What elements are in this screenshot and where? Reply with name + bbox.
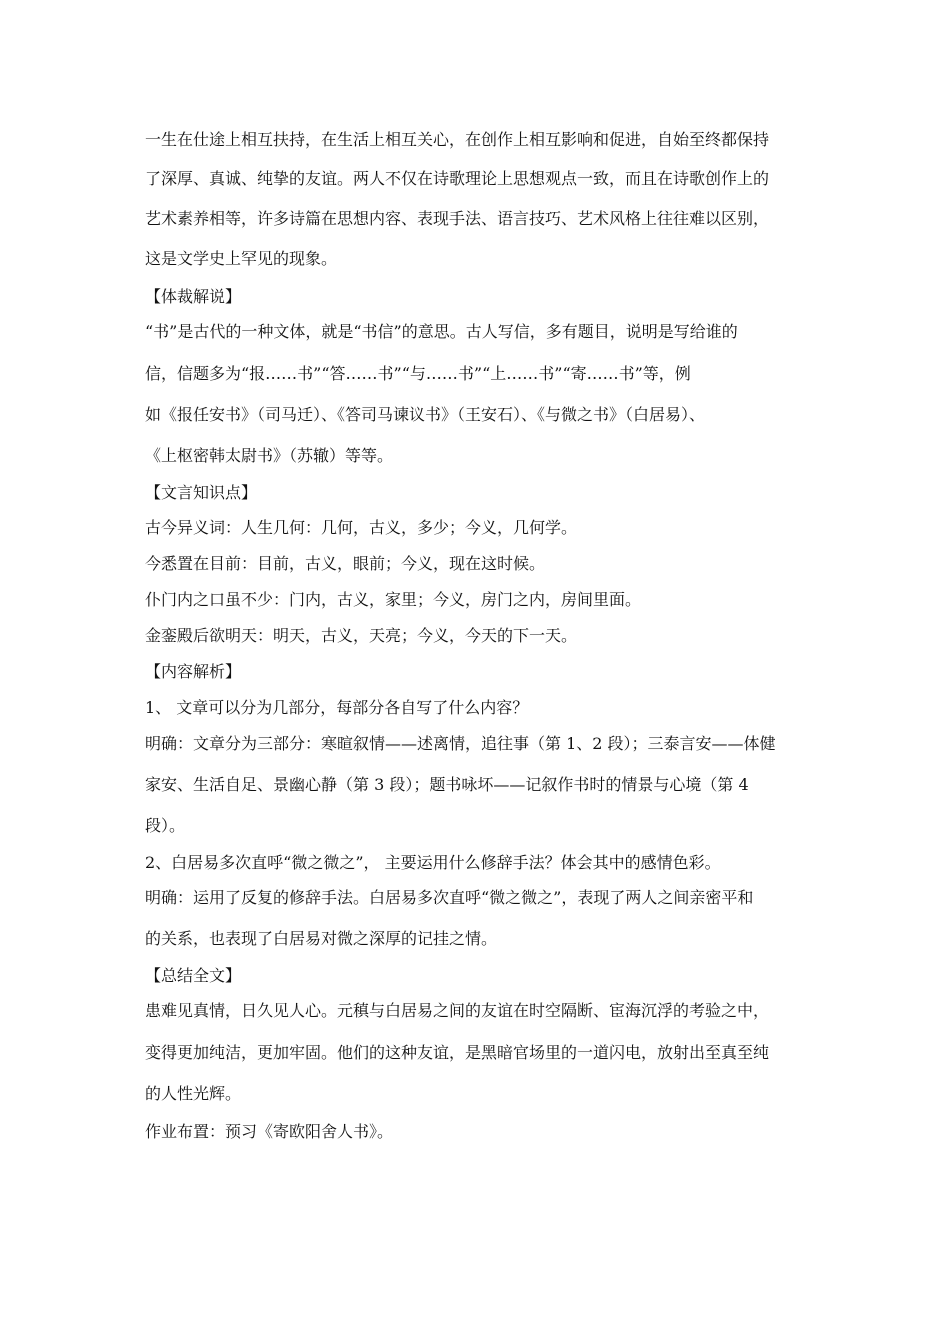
analysis-line-1: 1、 文章可以分为几部分，每部分各自写了什么内容？: [145, 698, 529, 717]
intro-line-3: 艺术素养相等，许多诗篇在思想内容、表现手法、语言技巧、艺术风格上往往难以区别，: [145, 209, 770, 228]
knowledge-line-2: 今悉置在目前：目前，古义，眼前；今义，现在这时候。: [145, 554, 546, 573]
intro-line-2: 了深厚、真诚、纯挚的友谊。两人不仅在诗歌理论上思想观点一致，而且在诗歌创作上的: [145, 169, 770, 188]
genre-line-4: 《上枢密韩太尉书》（苏辙）等等。: [145, 446, 394, 465]
summary-line-2: 变得更加纯洁，更加牢固。他们的这种友谊，是黑暗官场里的一道闪电，放射出至真至纯: [145, 1043, 770, 1062]
summary-line-1: 患难见真情，日久见人心。元稹与白居易之间的友谊在时空隔断、宦海沉浮的考验之中，: [145, 1001, 770, 1020]
genre-line-3: 如《报任安书》（司马迁）、《答司马谏议书》（王安石）、《与微之书》（白居易）、: [145, 405, 706, 424]
knowledge-line-4: 金銮殿后欲明天：明天，古义，天亮；今义，今天的下一天。: [145, 626, 578, 645]
analysis-line-2: 明确：文章分为三部分：寒暄叙情——述离情，追往事（第 1、2 段）；三泰言安——体健: [145, 734, 776, 753]
analysis-line-6: 明确：运用了反复的修辞手法。白居易多次直呼“微之微之”，表现了两人之间亲密平和: [145, 888, 754, 907]
intro-line-4: 这是文学史上罕见的现象。: [145, 249, 338, 268]
knowledge-heading: 【文言知识点】: [145, 483, 258, 502]
knowledge-line-3: 仆门内之口虽不少：门内，古义，家里；今义，房门之内，房间里面。: [145, 590, 642, 609]
analysis-line-5: 2、白居易多次直呼“微之微之”， 主要运用什么修辞手法？体会其中的感情色彩。: [145, 853, 721, 872]
analysis-line-4: 段）。: [145, 816, 186, 835]
analysis-line-3: 家安、生活自足、景幽心静（第 3 段）；题书咏坏——记叙作书时的情景与心境（第 4: [145, 775, 749, 794]
genre-heading: 【体裁解说】: [145, 287, 242, 306]
genre-line-1: “书”是古代的一种文体，就是“书信”的意思。古人写信，多有题目，说明是写给谁的: [145, 322, 738, 341]
intro-line-1: 一生在仕途上相互扶持，在生活上相互关心，在创作上相互影响和促进，自始至终都保持: [145, 130, 770, 149]
summary-line-3: 的人性光辉。: [145, 1084, 242, 1103]
genre-line-2: 信，信题多为“报……书”“答……书”“与……书”“上……书”“寄……书”等，例: [145, 364, 691, 383]
knowledge-line-1: 古今异义词：人生几何：几何，古义，多少；今义，几何学。: [145, 518, 578, 537]
summary-heading: 【总结全文】: [145, 966, 242, 985]
analysis-line-7: 的关系，也表现了白居易对微之深厚的记挂之情。: [145, 929, 498, 948]
summary-line-4: 作业布置：预习《寄欧阳舍人书》。: [145, 1122, 394, 1141]
analysis-heading: 【内容解析】: [145, 662, 242, 681]
